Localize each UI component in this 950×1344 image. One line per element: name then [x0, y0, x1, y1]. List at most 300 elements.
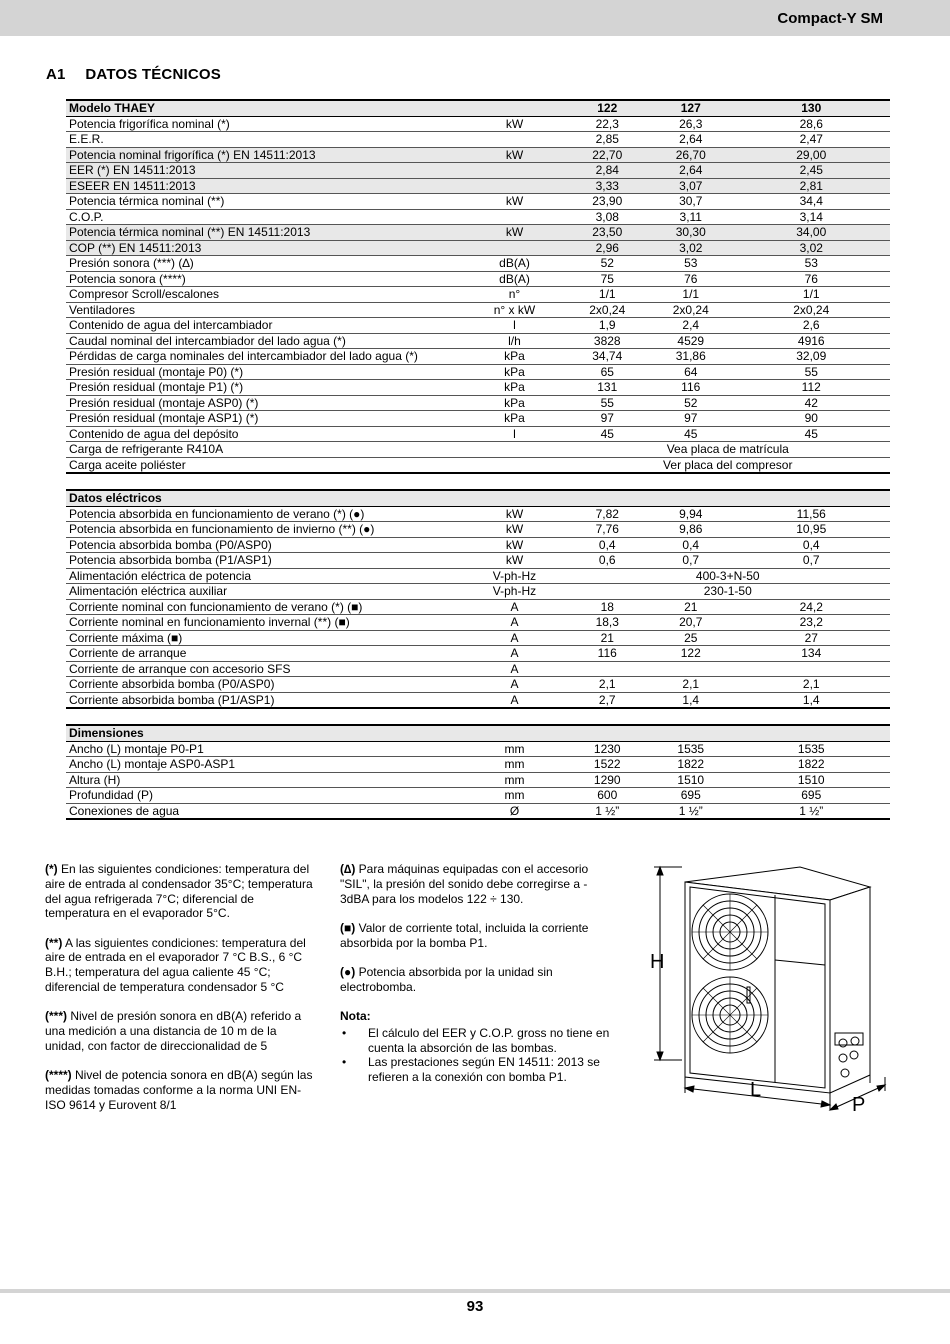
table-row [66, 741, 890, 757]
table-row [66, 426, 890, 442]
row-value: 2,84 [566, 163, 650, 179]
table-row [66, 147, 890, 163]
row-value: 2x0,24 [733, 302, 891, 318]
row-label: Presión residual (montaje ASP0) (*) [66, 395, 463, 411]
table-row [66, 209, 890, 225]
row-value: 0,4 [733, 537, 891, 553]
row-unit: n° [463, 287, 565, 303]
row-unit: kW [463, 506, 565, 522]
row-value: 2x0,24 [649, 302, 733, 318]
row-value: 42 [733, 395, 891, 411]
table-row [66, 584, 890, 600]
row-unit: A [463, 692, 565, 708]
row-value: 11,56 [733, 506, 891, 522]
row-value: 23,2 [733, 615, 891, 631]
row-unit: mm [463, 772, 565, 788]
row-label: Corriente absorbida bomba (P1/ASP1) [66, 692, 463, 708]
row-unit: kW [463, 537, 565, 553]
row-unit: V-ph-Hz [463, 584, 565, 600]
depth-label: P [852, 1094, 866, 1116]
row-unit: kW [463, 553, 565, 569]
row-label: EER (*) EN 14511:2013 [66, 163, 463, 179]
table-row [66, 333, 890, 349]
model-header [733, 725, 891, 741]
row-unit: kPa [463, 411, 565, 427]
nota-bullet [340, 1026, 615, 1056]
row-value: 26,70 [649, 147, 733, 163]
row-value: 3,14 [733, 209, 891, 225]
row-value: 2,4 [649, 318, 733, 334]
row-value: 1 ½” [649, 803, 733, 819]
row-merged-value: 400-3+N-50 [566, 568, 891, 584]
footnote-marker: (***) [45, 1009, 68, 1024]
row-value: 76 [649, 271, 733, 287]
group-header-label: Datos eléctricos [66, 490, 463, 506]
row-value: 2,85 [566, 132, 650, 148]
table-row [66, 256, 890, 272]
row-label: Potencia absorbida en funcionamiento de invierno (**) (●) [66, 522, 463, 538]
row-value: 2,64 [649, 132, 733, 148]
row-value: 21 [649, 599, 733, 615]
row-value [649, 661, 733, 677]
footnote [340, 921, 615, 951]
row-merged-value: Ver placa del compresor [566, 457, 891, 473]
row-value: 1822 [649, 757, 733, 773]
row-unit: A [463, 661, 565, 677]
row-unit: A [463, 615, 565, 631]
row-value: 2,1 [566, 677, 650, 693]
table-row [66, 194, 890, 210]
row-label: Contenido de agua del intercambiador [66, 318, 463, 334]
model-header [733, 490, 891, 506]
row-label: Potencia nominal frigorífica (*) EN 14511:2013 [66, 147, 463, 163]
notes-right [340, 862, 615, 1085]
row-label: Corriente nominal en funcionamiento invernal (**) (■) [66, 615, 463, 631]
footnote-text: En las siguientes condiciones: temperatura del aire de entrada al condensador 35°C; temperatura del agua refrigerada 7°C; diferencial de temperatura en el evaporador 5°C. [45, 862, 313, 921]
row-value: 45 [566, 426, 650, 442]
row-value: 55 [566, 395, 650, 411]
table-row [66, 537, 890, 553]
row-value: 2,96 [566, 240, 650, 256]
row-value: 0,4 [649, 537, 733, 553]
table-row [66, 287, 890, 303]
row-value: 23,90 [566, 194, 650, 210]
row-value: 30,30 [649, 225, 733, 241]
row-unit: l [463, 426, 565, 442]
row-label: Potencia absorbida bomba (P0/ASP0) [66, 537, 463, 553]
group-header-label: Modelo THAEY [66, 100, 463, 116]
row-unit: mm [463, 757, 565, 773]
row-value [566, 661, 650, 677]
row-value: 1535 [733, 741, 891, 757]
row-label: Contenido de agua del depósito [66, 426, 463, 442]
table-row [66, 757, 890, 773]
model-header: 130 [733, 100, 891, 116]
row-label: Compresor Scroll/escalones [66, 287, 463, 303]
group-header-unit [463, 725, 565, 741]
row-unit: l/h [463, 333, 565, 349]
row-value: 34,74 [566, 349, 650, 365]
footnote [45, 862, 317, 921]
row-unit [463, 457, 565, 473]
footnote [45, 1068, 317, 1112]
table-row [66, 615, 890, 631]
table-row [66, 225, 890, 241]
row-value: 52 [566, 256, 650, 272]
row-value: 1/1 [566, 287, 650, 303]
row-unit: kW [463, 147, 565, 163]
row-value: 3,07 [649, 178, 733, 194]
row-value: 3,02 [733, 240, 891, 256]
row-value: 1822 [733, 757, 891, 773]
row-value: 695 [649, 788, 733, 804]
row-label: Presión residual (montaje P1) (*) [66, 380, 463, 396]
row-value: 1535 [649, 741, 733, 757]
row-value: 75 [566, 271, 650, 287]
table-row [66, 457, 890, 473]
row-value: 21 [566, 630, 650, 646]
spec-table [66, 99, 890, 820]
row-unit: A [463, 599, 565, 615]
row-unit: kW [463, 116, 565, 132]
row-unit: A [463, 677, 565, 693]
row-value: 4529 [649, 333, 733, 349]
row-value: 4916 [733, 333, 891, 349]
row-value: 600 [566, 788, 650, 804]
row-value: 0,7 [733, 553, 891, 569]
row-merged-value: Vea placa de matrícula [566, 442, 891, 458]
row-label: Carga de refrigerante R410A [66, 442, 463, 458]
group-header-unit [463, 490, 565, 506]
row-value: 134 [733, 646, 891, 662]
row-value: 2,6 [733, 318, 891, 334]
table-row [66, 116, 890, 132]
row-label: Altura (H) [66, 772, 463, 788]
bullet-icon: • [342, 1025, 347, 1040]
row-value: 131 [566, 380, 650, 396]
row-value: 1/1 [649, 287, 733, 303]
row-label: C.O.P. [66, 209, 463, 225]
row-unit: Ø [463, 803, 565, 819]
row-label: Profundidad (P) [66, 788, 463, 804]
row-unit: V-ph-Hz [463, 568, 565, 584]
row-unit [463, 132, 565, 148]
row-value: 65 [566, 364, 650, 380]
row-value: 26,3 [649, 116, 733, 132]
row-value: 112 [733, 380, 891, 396]
row-value: 25 [649, 630, 733, 646]
row-value [733, 661, 891, 677]
row-value: 0,6 [566, 553, 650, 569]
row-value: 22,3 [566, 116, 650, 132]
row-value: 97 [649, 411, 733, 427]
model-header: 127 [649, 100, 733, 116]
row-label: Conexiones de agua [66, 803, 463, 819]
unit-dimension-diagram [630, 855, 900, 1120]
row-label: Ventiladores [66, 302, 463, 318]
row-unit: kPa [463, 364, 565, 380]
row-unit: kW [463, 194, 565, 210]
row-label: Caudal nominal del intercambiador del lado agua (*) [66, 333, 463, 349]
table-row [66, 599, 890, 615]
row-value: 31,86 [649, 349, 733, 365]
row-unit: dB(A) [463, 271, 565, 287]
row-merged-value: 230-1-50 [566, 584, 891, 600]
row-value: 53 [649, 256, 733, 272]
table-row [66, 271, 890, 287]
row-value: 97 [566, 411, 650, 427]
table-row [66, 132, 890, 148]
table-row [66, 442, 890, 458]
row-value: 0,7 [649, 553, 733, 569]
row-unit: mm [463, 741, 565, 757]
row-value: 7,82 [566, 506, 650, 522]
row-value: 3,11 [649, 209, 733, 225]
row-label: Ancho (L) montaje P0-P1 [66, 741, 463, 757]
row-label: Potencia térmica nominal (**) [66, 194, 463, 210]
row-value: 1510 [733, 772, 891, 788]
table-row [66, 364, 890, 380]
table-row [66, 178, 890, 194]
row-value: 18 [566, 599, 650, 615]
row-label: Potencia frigorífica nominal (*) [66, 116, 463, 132]
table-row [66, 163, 890, 179]
footnote-marker: (■) [340, 920, 356, 935]
row-label: Presión sonora (***) (∆) [66, 256, 463, 272]
row-unit: kW [463, 522, 565, 538]
row-value: 22,70 [566, 147, 650, 163]
row-value: 10,95 [733, 522, 891, 538]
row-value: 32,09 [733, 349, 891, 365]
table-row [66, 380, 890, 396]
table-row [66, 395, 890, 411]
row-value: 24,2 [733, 599, 891, 615]
table-row [66, 411, 890, 427]
row-label: Presión residual (montaje P0) (*) [66, 364, 463, 380]
row-value: 1,9 [566, 318, 650, 334]
table-row [66, 240, 890, 256]
row-value: 90 [733, 411, 891, 427]
row-value: 3828 [566, 333, 650, 349]
row-value: 3,02 [649, 240, 733, 256]
model-header [649, 725, 733, 741]
row-label: Corriente de arranque [66, 646, 463, 662]
table-row [66, 349, 890, 365]
row-value: 695 [733, 788, 891, 804]
row-unit: A [463, 646, 565, 662]
row-label: ESEER EN 14511:2013 [66, 178, 463, 194]
footnote-text: Nivel de presión sonora en dB(A) referido a una medición a una distancia de 10 m de la unidad, con factor de direccionalidad de 5 [45, 1009, 302, 1053]
row-label: Corriente nominal con funcionamiento de verano (*) (■) [66, 599, 463, 615]
row-value: 116 [649, 380, 733, 396]
row-unit: dB(A) [463, 256, 565, 272]
footnote-marker: (*) [45, 862, 58, 876]
table-group-header [66, 100, 890, 116]
row-value: 1510 [649, 772, 733, 788]
row-value: 20,7 [649, 615, 733, 631]
section-number: A1 [46, 66, 66, 83]
table-row [66, 788, 890, 804]
row-label: Carga aceite poliéster [66, 457, 463, 473]
footnote-marker: (**) [45, 935, 63, 950]
row-value: 23,50 [566, 225, 650, 241]
footnote-text: Valor de corriente total, incluida la corriente absorbida por la bomba P1. [340, 920, 589, 950]
row-label: Potencia térmica nominal (**) EN 14511:2013 [66, 225, 463, 241]
row-label: COP (**) EN 14511:2013 [66, 240, 463, 256]
row-value: 2,1 [733, 677, 891, 693]
row-value: 1230 [566, 741, 650, 757]
nota-bullet-text: El cálculo del EER y C.O.P. gross no tiene en cuenta la absorción de las bombas. [368, 1025, 610, 1055]
row-unit: kPa [463, 349, 565, 365]
row-unit: A [463, 630, 565, 646]
footer-bar [0, 1289, 950, 1293]
footnote-text: Para máquinas equipadas con el accesorio "SIL", la presión del sonido debe corregirse a - 3dBA para los modelos 122 ÷ 130. [340, 862, 589, 906]
row-value: 0,4 [566, 537, 650, 553]
row-value: 34,00 [733, 225, 891, 241]
row-value: 76 [733, 271, 891, 287]
model-header [649, 490, 733, 506]
row-value: 52 [649, 395, 733, 411]
height-label: H [650, 951, 665, 973]
row-unit: mm [463, 788, 565, 804]
header-bar [0, 0, 950, 36]
table-row [66, 772, 890, 788]
row-value: 7,76 [566, 522, 650, 538]
row-value: 1/1 [733, 287, 891, 303]
footnote [340, 862, 615, 906]
row-value: 45 [733, 426, 891, 442]
row-value: 2,81 [733, 178, 891, 194]
row-value: 29,00 [733, 147, 891, 163]
table-spacer [66, 473, 890, 490]
row-value: 2,45 [733, 163, 891, 179]
row-value: 116 [566, 646, 650, 662]
row-value: 1290 [566, 772, 650, 788]
row-label: Pérdidas de carga nominales del intercambiador del lado agua (*) [66, 349, 463, 365]
table-row [66, 646, 890, 662]
row-unit: kPa [463, 380, 565, 396]
table-row [66, 630, 890, 646]
length-label: L [750, 1079, 762, 1101]
row-unit: n° x kW [463, 302, 565, 318]
row-value: 2,1 [649, 677, 733, 693]
row-value: 1,4 [733, 692, 891, 708]
table-row [66, 677, 890, 693]
row-label: Corriente máxima (■) [66, 630, 463, 646]
table-row [66, 568, 890, 584]
table-row [66, 553, 890, 569]
row-value: 18,3 [566, 615, 650, 631]
row-value: 1 ½” [566, 803, 650, 819]
nota-bullet [340, 1055, 615, 1085]
row-value: 2,64 [649, 163, 733, 179]
row-value: 1 ½” [733, 803, 891, 819]
row-unit: l [463, 318, 565, 334]
table-row [66, 661, 890, 677]
nota-bullet-text: Las prestaciones según EN 14511: 2013 se refieren a la conexión con bomba P1. [368, 1055, 600, 1085]
footnote-marker: (****) [45, 1068, 72, 1083]
row-unit [463, 209, 565, 225]
footnote [45, 1009, 317, 1053]
row-value: 64 [649, 364, 733, 380]
table-group-header [66, 490, 890, 506]
row-value: 9,94 [649, 506, 733, 522]
row-label: Potencia absorbida bomba (P1/ASP1) [66, 553, 463, 569]
row-value: 3,08 [566, 209, 650, 225]
footnote-text: Nivel de potencia sonora en dB(A) según las medidas tomadas conforme a la norma UNI EN-ISO 9614 y Eurovent 8/1 [45, 1068, 313, 1112]
group-header-unit [463, 100, 565, 116]
footnote-text: Potencia absorbida por la unidad sin electrobomba. [340, 964, 553, 994]
notes-left [45, 862, 317, 1127]
row-value: 1522 [566, 757, 650, 773]
brand-title: Compact-Y SM [777, 10, 883, 27]
table-row [66, 318, 890, 334]
row-unit [463, 178, 565, 194]
row-value: 55 [733, 364, 891, 380]
page-number: 93 [466, 1298, 484, 1315]
footnote-text: A las siguientes condiciones: temperatura del aire de entrada en el evaporador 7 °C B.S., 6 °C B.H.; temperatura del agua caliente 45 °C; diferencial de temperatura condensador 5 °C [45, 935, 306, 995]
row-value: 53 [733, 256, 891, 272]
row-value: 34,4 [733, 194, 891, 210]
row-value: 9,86 [649, 522, 733, 538]
row-label: Corriente de arranque con accesorio SFS [66, 661, 463, 677]
row-label: Presión residual (montaje ASP1) (*) [66, 411, 463, 427]
row-label: Alimentación eléctrica de potencia [66, 568, 463, 584]
row-label: E.E.R. [66, 132, 463, 148]
nota-title: Nota: [340, 1009, 371, 1024]
row-value: 45 [649, 426, 733, 442]
row-unit: kW [463, 225, 565, 241]
table-row [66, 522, 890, 538]
table-row [66, 692, 890, 708]
row-value: 2,7 [566, 692, 650, 708]
model-header [566, 490, 650, 506]
row-value: 2x0,24 [566, 302, 650, 318]
footnote [340, 965, 615, 995]
table-row [66, 803, 890, 819]
model-header: 122 [566, 100, 650, 116]
row-label: Potencia sonora (****) [66, 271, 463, 287]
bullet-icon: • [342, 1055, 347, 1070]
table-row [66, 506, 890, 522]
model-header [566, 725, 650, 741]
row-value: 27 [733, 630, 891, 646]
row-unit [463, 163, 565, 179]
row-label: Corriente absorbida bomba (P0/ASP0) [66, 677, 463, 693]
row-label: Ancho (L) montaje ASP0-ASP1 [66, 757, 463, 773]
row-value: 30,7 [649, 194, 733, 210]
row-unit [463, 442, 565, 458]
footnote [45, 936, 317, 995]
table-group-header [66, 725, 890, 741]
section-title [46, 66, 221, 83]
row-value: 3,33 [566, 178, 650, 194]
row-unit: kPa [463, 395, 565, 411]
group-header-label: Dimensiones [66, 725, 463, 741]
table-row [66, 302, 890, 318]
footnote-marker: (∆) [340, 862, 356, 876]
table-spacer [66, 708, 890, 725]
row-value: 28,6 [733, 116, 891, 132]
row-value: 2,47 [733, 132, 891, 148]
row-unit [463, 240, 565, 256]
row-value: 1,4 [649, 692, 733, 708]
row-value: 122 [649, 646, 733, 662]
footnote-marker: (●) [340, 964, 356, 979]
row-label: Alimentación eléctrica auxiliar [66, 584, 463, 600]
section-title-text: DATOS TÉCNICOS [85, 66, 221, 83]
row-label: Potencia absorbida en funcionamiento de verano (*) (●) [66, 506, 463, 522]
